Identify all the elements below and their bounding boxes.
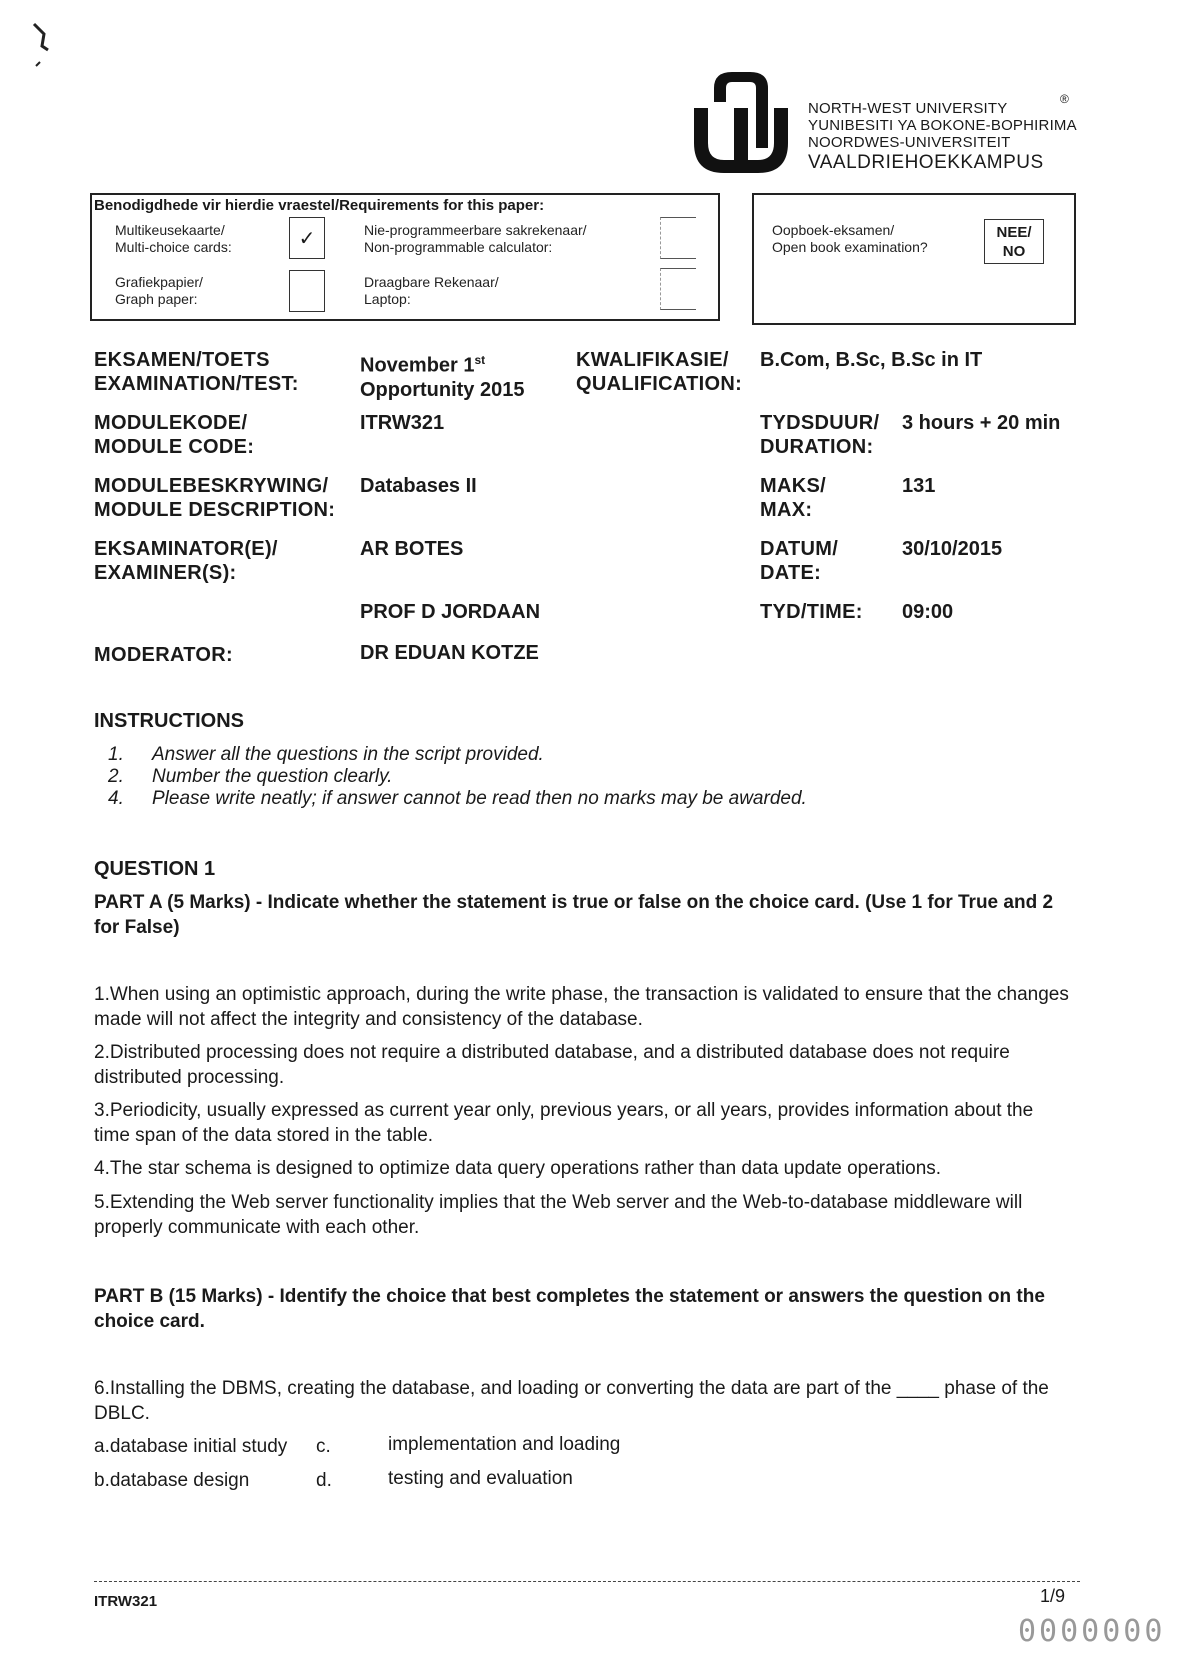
examiner-label-1: EKSAMINATOR(E)/ xyxy=(94,538,278,560)
university-logo-icon xyxy=(686,68,796,178)
instruction-item xyxy=(108,744,807,766)
instruction-item xyxy=(108,766,807,788)
laptop-label-en: Laptop: xyxy=(364,291,411,307)
part-a-heading: PART A (5 Marks) - Indicate whether the statement is true or false on the choice card. (Use 1 for True and 2 for False) xyxy=(94,892,1054,938)
option-d-letter: d. xyxy=(316,1470,332,1491)
examiner-label xyxy=(94,537,278,585)
date-value: 30/10/2015 xyxy=(902,538,1003,560)
duration-label-2: DURATION: xyxy=(760,436,874,458)
page-number: 1/9 xyxy=(1040,1586,1066,1606)
multichoice-checkbox[interactable] xyxy=(289,217,325,259)
open-book-label-en: Open book examination? xyxy=(772,239,928,255)
exam-value xyxy=(360,348,524,402)
exam-value-2: Opportunity 2015 xyxy=(360,378,525,401)
option-c: implementation and loading xyxy=(388,1434,621,1455)
statement-5: 5.Extending the Web server functionality implies that the Web server and the Web-to-database middleware will properly communicate with each other. xyxy=(94,1192,1023,1238)
option-a: a.database initial study xyxy=(94,1436,288,1457)
description-label xyxy=(94,474,335,522)
date-label-2: DATE: xyxy=(760,562,822,584)
exam-value-1: November 1 xyxy=(360,354,475,377)
description-label-2: MODULE DESCRIPTION: xyxy=(94,499,336,521)
statement-4: 4.The star schema is designed to optimize data query operations rather than data update operations. xyxy=(94,1158,942,1179)
exam-label xyxy=(94,348,299,396)
qualification-label xyxy=(576,348,742,396)
instruction-number: 2. xyxy=(108,766,124,787)
module-code-label-1: MODULEKODE/ xyxy=(94,412,248,434)
graph-paper-checkbox[interactable] xyxy=(289,270,325,312)
footer-module-code: ITRW321 xyxy=(94,1593,158,1610)
duration-value: 3 hours + 20 min xyxy=(902,412,1061,434)
campus-name: VAALDRIEHOEKKAMPUS xyxy=(808,152,1044,173)
module-code-label-2: MODULE CODE: xyxy=(94,436,255,458)
university-name xyxy=(808,100,1077,171)
date-label-1: DATUM/ xyxy=(760,538,839,560)
open-book-answer-af: NEE/ xyxy=(996,224,1032,241)
registered-mark: ® xyxy=(1060,92,1069,106)
examiner-value-1: AR BOTES xyxy=(360,538,464,560)
check-icon: ✓ xyxy=(298,227,316,250)
time-label: TYD/TIME: xyxy=(760,601,863,623)
max-label-2: MAX: xyxy=(760,499,813,521)
graph-paper-label-af: Grafiekpapier/ xyxy=(115,274,203,290)
multichoice-label xyxy=(115,222,232,256)
max-label-1: MAKS/ xyxy=(760,475,826,497)
option-c-letter: c. xyxy=(316,1436,331,1457)
option-b: b.database design xyxy=(94,1470,250,1491)
instruction-number: 1. xyxy=(108,744,124,765)
statement-3: 3.Periodicity, usually expressed as current year only, previous years, or all years, provides information about the time span of the data stored in the table. xyxy=(94,1100,1034,1146)
part-b-heading: PART B (15 Marks) - Identify the choice that best completes the statement or answers the question on the choice card. xyxy=(94,1286,1045,1332)
graph-paper-label xyxy=(115,274,203,308)
laptop-label-af: Draagbare Rekenaar/ xyxy=(364,274,499,290)
exam-value-sup: st xyxy=(474,353,486,367)
instruction-text: Please write neatly; if answer cannot be read then no marks may be awarded. xyxy=(152,788,807,809)
time-value: 09:00 xyxy=(902,601,954,623)
calculator-label-en: Non-programmable calculator: xyxy=(364,239,553,255)
statement-2: 2.Distributed processing does not require a distributed database, and a distributed database does not require distributed processing. xyxy=(94,1042,1010,1088)
moderator-label: MODERATOR: xyxy=(94,644,233,666)
duration-label-1: TYDSDUUR/ xyxy=(760,412,880,434)
date-label xyxy=(760,537,838,585)
graph-paper-label-en: Graph paper: xyxy=(115,291,198,307)
qualification-label-1: KWALIFIKASIE/ xyxy=(576,349,729,371)
exam-label-1: EKSAMEN/TOETS xyxy=(94,349,270,371)
module-code-label xyxy=(94,411,254,459)
question-6: 6.Installing the DBMS, creating the database, and loading or converting the data are part of the ____ phase of the DBLC. xyxy=(94,1378,1049,1424)
laptop-label xyxy=(364,274,499,308)
examiner-label-2: EXAMINER(S): xyxy=(94,562,237,584)
qualification-label-2: QUALIFICATION: xyxy=(576,373,743,395)
max-value: 131 xyxy=(902,475,936,497)
option-d: testing and evaluation xyxy=(388,1468,573,1489)
footer-divider xyxy=(94,1581,1080,1582)
university-name-line-3: NOORDWES-UNIVERSITEIT xyxy=(808,134,1011,151)
description-value: Databases II xyxy=(360,475,477,497)
calculator-label xyxy=(364,222,587,256)
description-label-1: MODULEBESKRYWING/ xyxy=(94,475,329,497)
multichoice-label-af: Multikeusekaarte/ xyxy=(115,222,225,238)
statement-1: 1.When using an optimistic approach, during the write phase, the transaction is validated to ensure that the changes made will not affect the integrity and consistency of the database. xyxy=(94,984,1069,1030)
serial-stamp: 0000000 xyxy=(1018,1614,1166,1649)
instruction-number: 4. xyxy=(108,788,124,809)
instruction-item xyxy=(108,788,807,810)
qualification-value: B.Com, B.Sc, B.Sc in IT xyxy=(760,349,983,371)
max-label xyxy=(760,474,826,522)
instructions-list xyxy=(108,744,807,810)
examiner-value-2: PROF D JORDAAN xyxy=(360,601,541,623)
exam-label-2: EXAMINATION/TEST: xyxy=(94,373,299,395)
open-book-label-af: Oopboek-eksamen/ xyxy=(772,222,895,238)
duration-label xyxy=(760,411,879,459)
open-book-label xyxy=(772,222,928,256)
requirements-title: Benodigdhede vir hierdie vraestel/Requirements for this paper: xyxy=(94,197,545,214)
multichoice-label-en: Multi-choice cards: xyxy=(115,239,232,255)
module-code-value: ITRW321 xyxy=(360,412,445,434)
question-1-heading: QUESTION 1 xyxy=(94,858,216,880)
moderator-value: DR EDUAN KOTZE xyxy=(360,642,539,664)
instruction-text: Answer all the questions in the script provided. xyxy=(152,744,544,765)
laptop-checkbox[interactable] xyxy=(660,268,696,310)
instruction-text: Number the question clearly. xyxy=(152,766,393,787)
instructions-heading: INSTRUCTIONS xyxy=(94,710,244,732)
scan-mark xyxy=(32,20,52,75)
calculator-label-af: Nie-programmeerbare sakrekenaar/ xyxy=(364,222,587,238)
calculator-checkbox[interactable] xyxy=(660,217,696,259)
university-name-line-1: NORTH-WEST UNIVERSITY xyxy=(808,100,1008,117)
open-book-answer xyxy=(984,219,1044,264)
university-name-line-2: YUNIBESITI YA BOKONE-BOPHIRIMA xyxy=(808,117,1077,134)
open-book-answer-en: NO xyxy=(1002,243,1026,260)
